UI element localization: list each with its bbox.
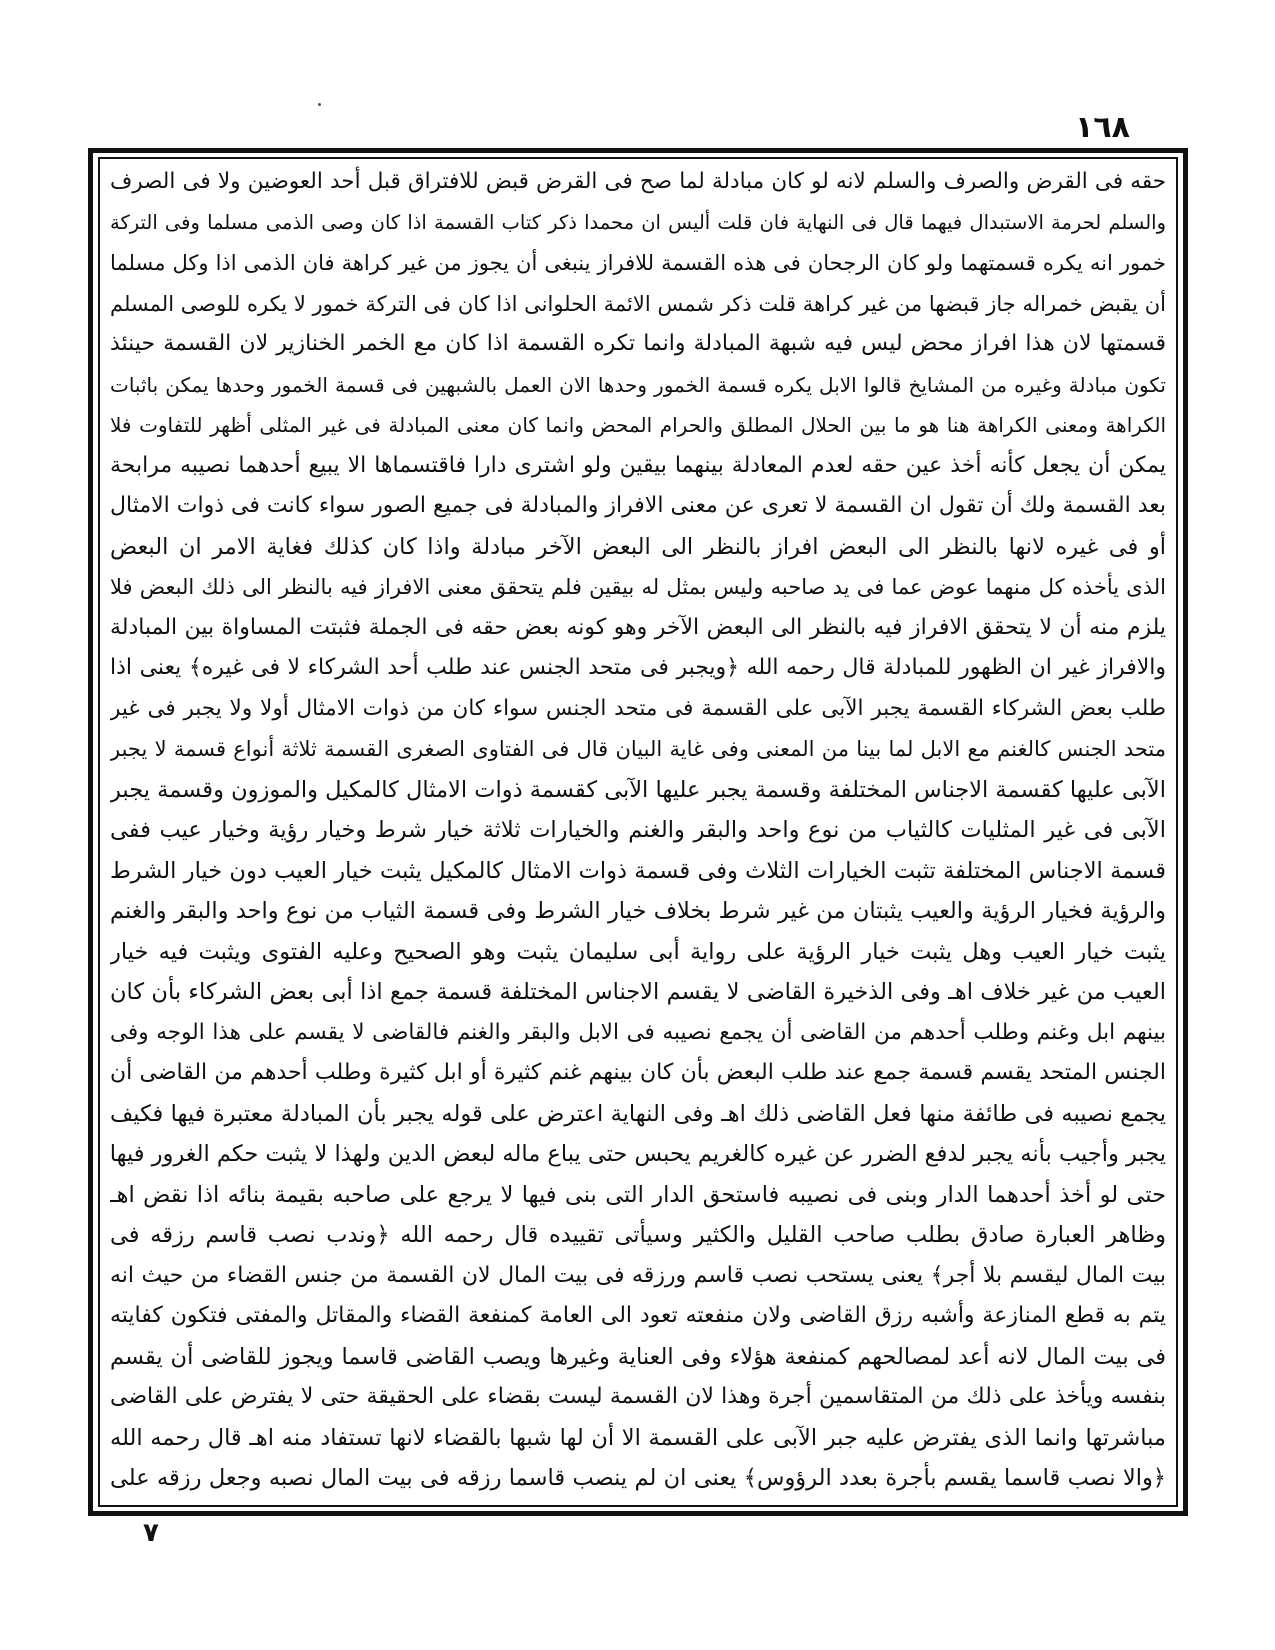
text-line: بينهم ابل وغنم وطلب أحدهم من القاضى أن يجمع نصيبه فى الابل والبقر والغنم فالقاضى لا يقسم على هذا الوجه وفى bbox=[110, 1019, 1166, 1045]
text-line: العيب من غير خلاف اهـ وفى الذخيرة القاضى لا يقسم الاجناس المختلفة قسمة جمع اذا أبى بعض الشركاء بأن كان bbox=[110, 979, 1166, 1005]
text-line: قسمة الاجناس المختلفة تثبت الخيارات الثلاث وفى قسمة ذوات الامثال كالمكيل يثبت خيار العيب دون خيار الشرط bbox=[110, 857, 1166, 884]
text-line: الآبى عليها كقسمة الاجناس المختلفة وقسمة يجبر عليها الآبى كقسمة ذوات الامثال كالمكيل والموزون وقسمة يجبر bbox=[110, 776, 1166, 803]
arabic-text-block bbox=[110, 162, 1166, 1500]
text-line: بعد القسمة ولك أن تقول ان القسمة لا تعرى عن معنى الافراز والمبادلة فى جميع الصور سواء كانت فى ذوات الامثال bbox=[110, 493, 1166, 518]
signature-mark: ٧ bbox=[143, 1518, 159, 1548]
text-line: فى بيت المال لانه أعد لمصالحهم كمنفعة هؤلاء وفى العناية وغيرها ويصب القاضى قاسما ويجوز للقاضى أن يقسم bbox=[110, 1343, 1166, 1370]
text-line: ﴿والا نصب قاسما يقسم بأجرة بعدد الرؤوس﴾ يعنى ان لم ينصب قاسما رزقه فى بيت المال نصبه وجعل رزقه على bbox=[110, 1465, 1166, 1491]
text-line: يمكن أن يجعل كأنه أخذ عين حقه لعدم المعادلة بينهما بيقين ولو اشترى دارا فاقتسماها الا يبيع أحدهما نصيبه مرابحة bbox=[110, 452, 1166, 478]
text-line: متحد الجنس كالغنم مع الابل لما بينا من المعنى وفى غاية البيان قال فى الفتاوى الصغرى القسمة ثلاثة أنواع قسمة لا يجبر bbox=[110, 737, 1166, 761]
text-line: يجبر وأجيب بأنه يجبر لدفع الضرر عن غيره كالغريم يحبس حتى يباع ماله لبعض الدين ولهذا لا يثبت حكم الغرور فيها bbox=[110, 1141, 1166, 1167]
text-line: حتى لو أخذ أحدهما الدار وبنى فى نصيبه فاستحق الدار التى بنى فيها لا يرجع على صاحبه بقيمة بنائه اذا نقض اهـ bbox=[110, 1181, 1166, 1208]
text-line: أو فى غيره لانها بالنظر الى البعض افراز بالنظر الى البعض الآخر مبادلة واذا كان كذلك فغاية الامر ان البعض bbox=[110, 533, 1166, 560]
text-line: حقه فى القرض والصرف والسلم لانه لو كان مبادلة لما صح فى القرض قبض للافتراق قبل أحد العوضين ولا فى الصرف bbox=[110, 169, 1166, 194]
text-line: طلب بعض الشركاء القسمة يجبر الآبى على القسمة فى متحد الجنس سواء كان من ذوات الامثال أولا ولا يجبر فى غير bbox=[110, 695, 1166, 721]
text-line: الآبى فى غير المثليات كالثياب من نوع واحد والبقر والغنم والخيارات ثلاثة خيار شرط وخيار رؤية وخيار عيب ففى bbox=[110, 817, 1166, 843]
text-line: قسمتها لان هذا افراز محض ليس فيه شبهة المبادلة وانما تكره القسمة اذا كان مع الخمر الخنازير لان القسمة حينئذ bbox=[110, 331, 1166, 356]
text-line: الذى يأخذه كل منهما عوض عما فى يد صاحبه وليس بمثل له بيقين فلم يتحقق معنى الافراز فيه بالنظر الى ذلك البعض فلا bbox=[110, 575, 1166, 599]
text-line: والسلم لحرمة الاستبدال فيهما قال فى النهاية فان قلت أليس ان محمدا ذكر كتاب القسمة اذا كان وصى الذمى مسلما وفى التركة bbox=[110, 210, 1166, 234]
text-line: والرؤية فخيار الرؤية والعيب يثبتان من غير شرط بخلاف خيار الشرط وفى قسمة الثياب من نوع واحد والبقر والغنم bbox=[110, 898, 1166, 924]
text-line: تكون مبادلة وغيره من المشايخ قالوا الابل يكره قسمة الخمور وحدها الان العمل بالشبهين فى قسمة الخمور وحدها يمكن باثبات bbox=[110, 372, 1166, 397]
text-line: بيت المال ليقسم بلا أجر﴾ يعنى يستحب نصب قاسم ورزقه فى بيت المال لان القسمة من جنس القضاء من حيث انه bbox=[110, 1262, 1166, 1288]
text-line: بنفسه ويأخذ على ذلك من المتقاسمين أجرة وهذا لان القسمة ليست بقضاء على الحقيقة حتى لا يفترض على القاضى bbox=[110, 1384, 1166, 1409]
text-line: أن يقبض خمراله جاز قبضها من غير كراهة قلت ذكر شمس الائمة الحلوانى اذا كان فى التركة خمور لا يكره للوصى المسلم bbox=[110, 291, 1166, 316]
page-number: ١٦٨ bbox=[1075, 110, 1130, 145]
text-line: الجنس المتحد يقسم قسمة جمع عند طلب البعض بأن كان بينهم غنم كثيرة أو ابل كثيرة وطلب أحدهم من القاضى أن bbox=[110, 1060, 1166, 1085]
text-line: الكراهة ومعنى الكراهة هنا هو ما بين الحلال المطلق والحرام المحض وانما كان معنى المبادلة فى غير المثلى أظهر للتفاوت فلا bbox=[110, 413, 1166, 437]
text-line: خمور انه يكره قسمتهما ولو كان الرجحان فى هذه القسمة للافراز ينبغى أن يجوز من غير كراهة فان الذمى اذا وكل مسلما bbox=[110, 251, 1166, 275]
text-line: مباشرتها وانما الذى يفترض عليه جبر الآبى على القسمة الا أن لها شبها بالقضاء لانها تستفاد منه اهـ قال رحمه الله bbox=[110, 1424, 1166, 1451]
stray-dot bbox=[318, 103, 321, 106]
text-line: وظاهر العبارة صادق بطلب صاحب القليل والكثير وسيأتى تقييده قال رحمه الله ﴿وندب نصب قاسم رزقه فى bbox=[110, 1222, 1166, 1248]
text-line: يتم به قطع المنازعة وأشبه رزق القاضى ولان منفعته تعود الى العامة كمنفعة القضاء والمقاتل والمفتى فتكون كفايته bbox=[110, 1303, 1166, 1328]
text-line: يلزم منه أن لا يتحقق الافراز فيه بالنظر الى البعض الآخر وهو كونه بعض حقه فى الجملة فثبتت المساواة بين المبادلة bbox=[110, 614, 1166, 640]
text-line: والافراز غير ان الظهور للمبادلة قال رحمه الله ﴿ويجبر فى متحد الجنس عند طلب أحد الشركاء لا فى غيره﴾ يعنى اذا bbox=[110, 655, 1166, 680]
text-line: يثبت خيار العيب وهل يثبت خيار الرؤية على رواية أبى سليمان يثبت وهو الصحيح وعليه الفتوى ويثبت فيه خيار bbox=[110, 938, 1166, 965]
text-line: يجمع نصيبه فى طائفة منها فعل القاضى ذلك اهـ وفى النهاية اعترض على قوله يجبر بأن المبادلة معتبرة فيها فكيف bbox=[110, 1100, 1166, 1127]
